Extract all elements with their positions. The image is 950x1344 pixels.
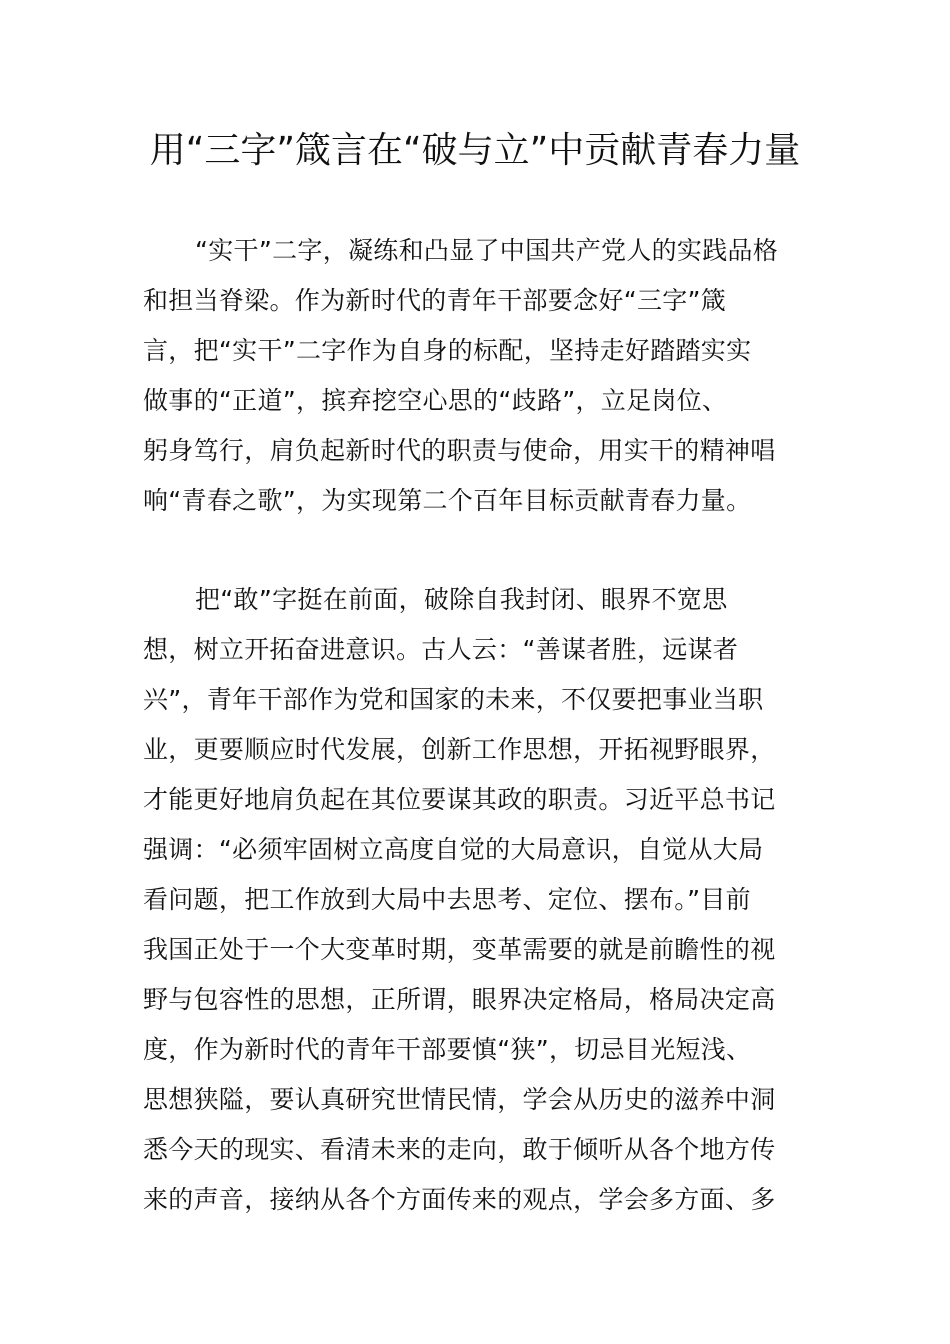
- paragraph-line: 看问题，把工作放到大局中去思考、定位、摆布。”目前: [143, 885, 751, 914]
- paragraph-line: 悉今天的现实、看清未来的走向，敢于倾听从各个地方传: [143, 1135, 776, 1164]
- paragraph-line: 思想狭隘，要认真研究世情民情，学会从历史的滋养中洞: [143, 1085, 776, 1114]
- paragraph-line: 和担当脊梁。作为新时代的青年干部要念好“三字”箴: [143, 286, 727, 315]
- document-title: 用“三字”箴言在“破与立”中贡献青春力量: [149, 130, 801, 171]
- paragraph-line: “实干”二字，凝练和凸显了中国共产党人的实践品格: [195, 236, 779, 265]
- paragraph-2: [143, 575, 807, 1225]
- paragraph-line: 强调：“必须牢固树立高度自觉的大局意识，自觉从大局: [143, 835, 764, 864]
- paragraph-line: 做事的“正道”，摈弃挖空心思的“歧路”，立足岗位、: [143, 386, 728, 415]
- paragraph-line: 躬身笃行，肩负起新时代的职责与使命，用实干的精神唱: [143, 436, 776, 465]
- paragraph-line: 响“青春之歌”，为实现第二个百年目标贡献青春力量。: [143, 486, 752, 515]
- paragraph-line: 业，更要顺应时代发展，创新工作思想，开拓视野眼界，: [143, 735, 776, 764]
- paragraph-line: 野与包容性的思想，正所谓，眼界决定格局，格局决定高: [143, 985, 776, 1014]
- paragraph-line: 度，作为新时代的青年干部要慎“狭”，切忌目光短浅、: [143, 1035, 752, 1064]
- paragraph-line: 把“敢”字挺在前面，破除自我封闭、眼界不宽思: [195, 585, 728, 614]
- paragraph-line: 来的声音，接纳从各个方面传来的观点，学会多方面、多: [143, 1185, 776, 1214]
- paragraph-line: 想，树立开拓奋进意识。古人云：“善谋者胜，远谋者: [143, 635, 739, 664]
- paragraph-1: [143, 226, 807, 526]
- paragraph-line: 才能更好地肩负起在其位要谋其政的职责。习近平总书记: [143, 785, 776, 814]
- paragraph-line: 言，把“实干”二字作为自身的标配，坚持走好踏踏实实: [143, 336, 752, 365]
- paragraph-line: 我国正处于一个大变革时期，变革需要的就是前瞻性的视: [143, 935, 776, 964]
- paragraph-line: 兴”，青年干部作为党和国家的未来，不仅要把事业当职: [143, 685, 764, 714]
